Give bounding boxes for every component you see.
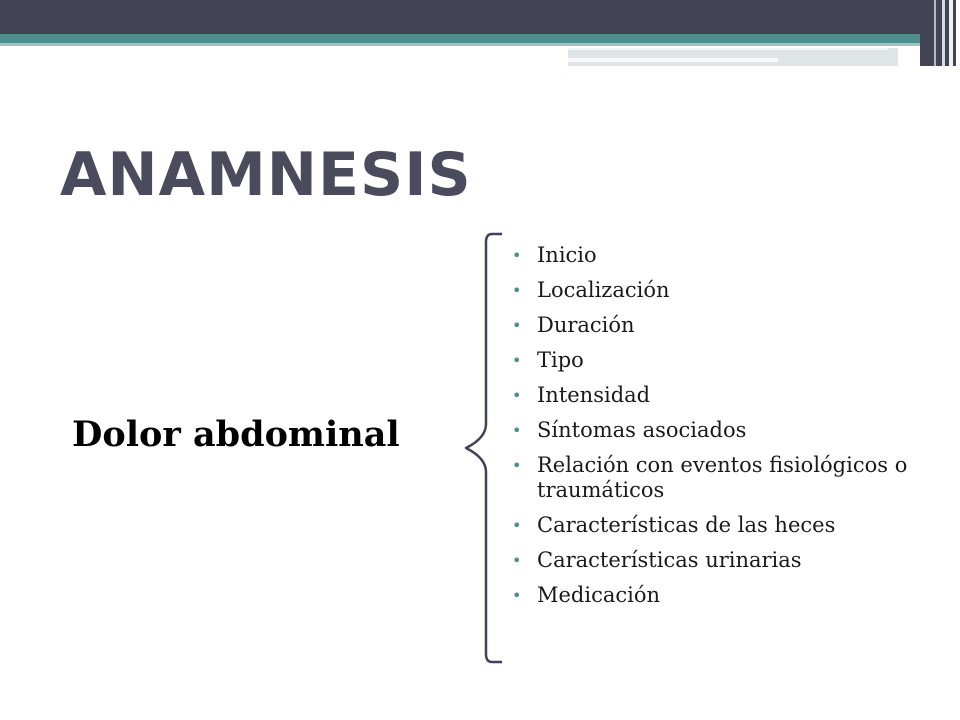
- slide-title: ANAMNESIS: [60, 140, 472, 210]
- list-item-label: Medicación: [537, 583, 661, 607]
- list-item: [512, 453, 932, 503]
- header-edge-decor: [920, 0, 960, 66]
- header-decor-stripe: [568, 48, 898, 66]
- brace-icon: [458, 228, 508, 668]
- list-item-label: Características de las heces: [537, 513, 836, 537]
- bullet-icon: •: [512, 421, 522, 440]
- slide-subject: Dolor abdominal: [72, 414, 400, 455]
- list-item: [512, 243, 932, 268]
- list-item: [512, 418, 932, 443]
- header-bar: [0, 0, 960, 34]
- list-item-label: Tipo: [537, 348, 584, 372]
- header-decor-line: [568, 48, 888, 50]
- bullet-icon: •: [512, 246, 522, 265]
- list-item-label: Inicio: [537, 243, 597, 267]
- list-item-label: Intensidad: [537, 383, 651, 407]
- list-item: [512, 278, 932, 303]
- bullet-icon: •: [512, 281, 522, 300]
- bullet-icon: •: [512, 316, 522, 335]
- list-item: [512, 583, 932, 608]
- bullet-icon: •: [512, 551, 522, 570]
- list-item-label: Duración: [537, 313, 635, 337]
- bullet-icon: •: [512, 351, 522, 370]
- list-item-label: Características urinarias: [537, 548, 802, 572]
- header-decor-line-short: [568, 58, 778, 62]
- bullet-icon: •: [512, 516, 522, 535]
- list-item: [512, 313, 932, 338]
- list-item: [512, 513, 932, 538]
- list-item: [512, 548, 932, 573]
- bullet-icon: •: [512, 586, 522, 605]
- anamnesis-list: [512, 243, 932, 618]
- list-item-label: Localización: [537, 278, 670, 302]
- list-item: [512, 348, 932, 373]
- bullet-icon: •: [512, 386, 522, 405]
- list-item-label: Relación con eventos fisiológicos o traumáticos: [537, 453, 908, 502]
- header-accent-stripe: [0, 34, 960, 43]
- list-item: [512, 383, 932, 408]
- list-item-label: Síntomas asociados: [537, 418, 747, 442]
- bullet-icon: •: [512, 456, 522, 475]
- header-accent-stripe-light: [0, 43, 960, 46]
